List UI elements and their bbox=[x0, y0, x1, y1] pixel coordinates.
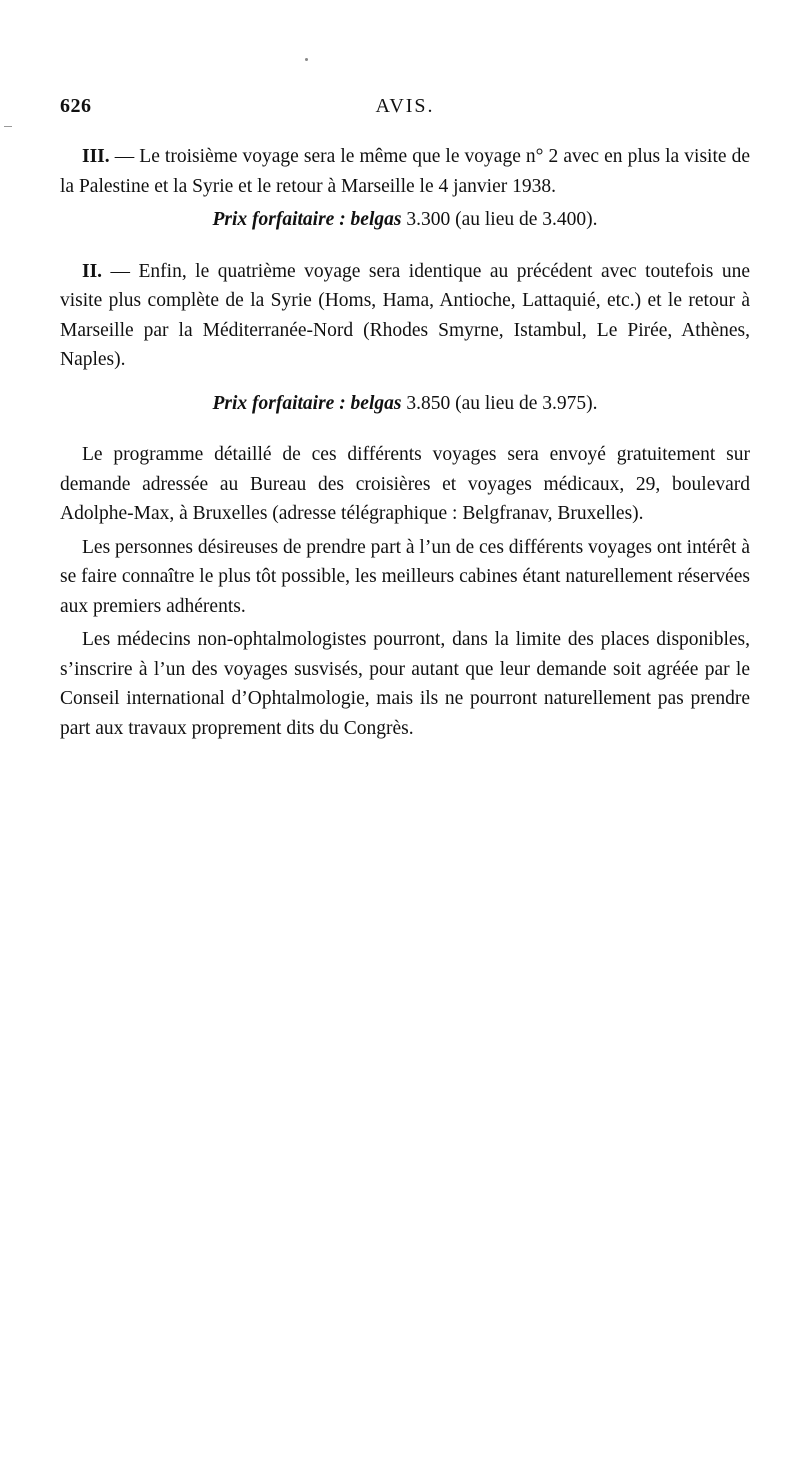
page-number: 626 bbox=[60, 95, 92, 117]
section-4-price bbox=[60, 389, 750, 419]
section-3-text: — Le troisième voyage sera le même que le voyage n° 2 avec en plus la visite de la Palestine et la Syrie et le retour à Marseille le 4 janvier 1938. bbox=[60, 146, 750, 197]
page-header bbox=[60, 95, 750, 125]
section-4-price-value: 3.850 (au lieu de 3.975). bbox=[401, 392, 598, 414]
spacer bbox=[60, 235, 750, 257]
program-paragraph: Le programme détaillé de ces différents voyages sera envoyé gratuitement sur demande adressée au Bureau des croisières et voyages médicaux, 29, boulevard Adolphe-Max, à Bruxelles (adresse télégraphique : Belgfranav, Bruxelles). bbox=[60, 444, 750, 524]
section-4-paragraph bbox=[60, 257, 750, 375]
section-3-price-label: Prix forfaitaire : belgas bbox=[212, 209, 402, 230]
spacer bbox=[60, 418, 750, 440]
section-3-paragraph bbox=[60, 142, 750, 201]
section-3-price bbox=[60, 205, 750, 235]
registration-paragraph: Les personnes désireuses de prendre part à l’un de ces différents voyages ont intérêt à se faire connaître le plus tôt possible, les meilleurs cabines étant naturellement réservées aux premiers adhérents. bbox=[60, 536, 750, 617]
section-4-price-label: Prix forfaitaire : belgas bbox=[212, 392, 402, 414]
margin-mark bbox=[4, 126, 12, 127]
section-4-text: — Enfin, le quatrième voyage sera identique au précédent avec toutefois une visite plus complète de la Syrie (Homs, Hama, Antioche, Lattaquié, etc.) et le retour à Marseille par la Méditerranée-Nord (Rhodes Smyrne, Istambul, Le Pirée, Athènes, Naples). bbox=[60, 260, 750, 370]
spacer bbox=[60, 375, 750, 389]
running-head: AVIS. bbox=[375, 95, 435, 117]
page-body bbox=[60, 142, 750, 743]
section-3-price-value: 3.300 (au lieu de 3.400). bbox=[401, 209, 598, 230]
scan-speck bbox=[305, 58, 308, 61]
non-ophthalmologists-paragraph: Les médecins non-ophtalmologistes pourront, dans la limite des places disponibles, s’inscrire à l’un des voyages susvisés, pour autant que leur demande soit agréée par le Conseil international d’Ophtalmologie, mais ils ne pourront naturellement pas prendre part aux travaux proprement dits du Congrès. bbox=[60, 629, 750, 739]
section-3-numeral: III. bbox=[82, 146, 110, 167]
section-4-numeral: II. bbox=[82, 260, 103, 282]
